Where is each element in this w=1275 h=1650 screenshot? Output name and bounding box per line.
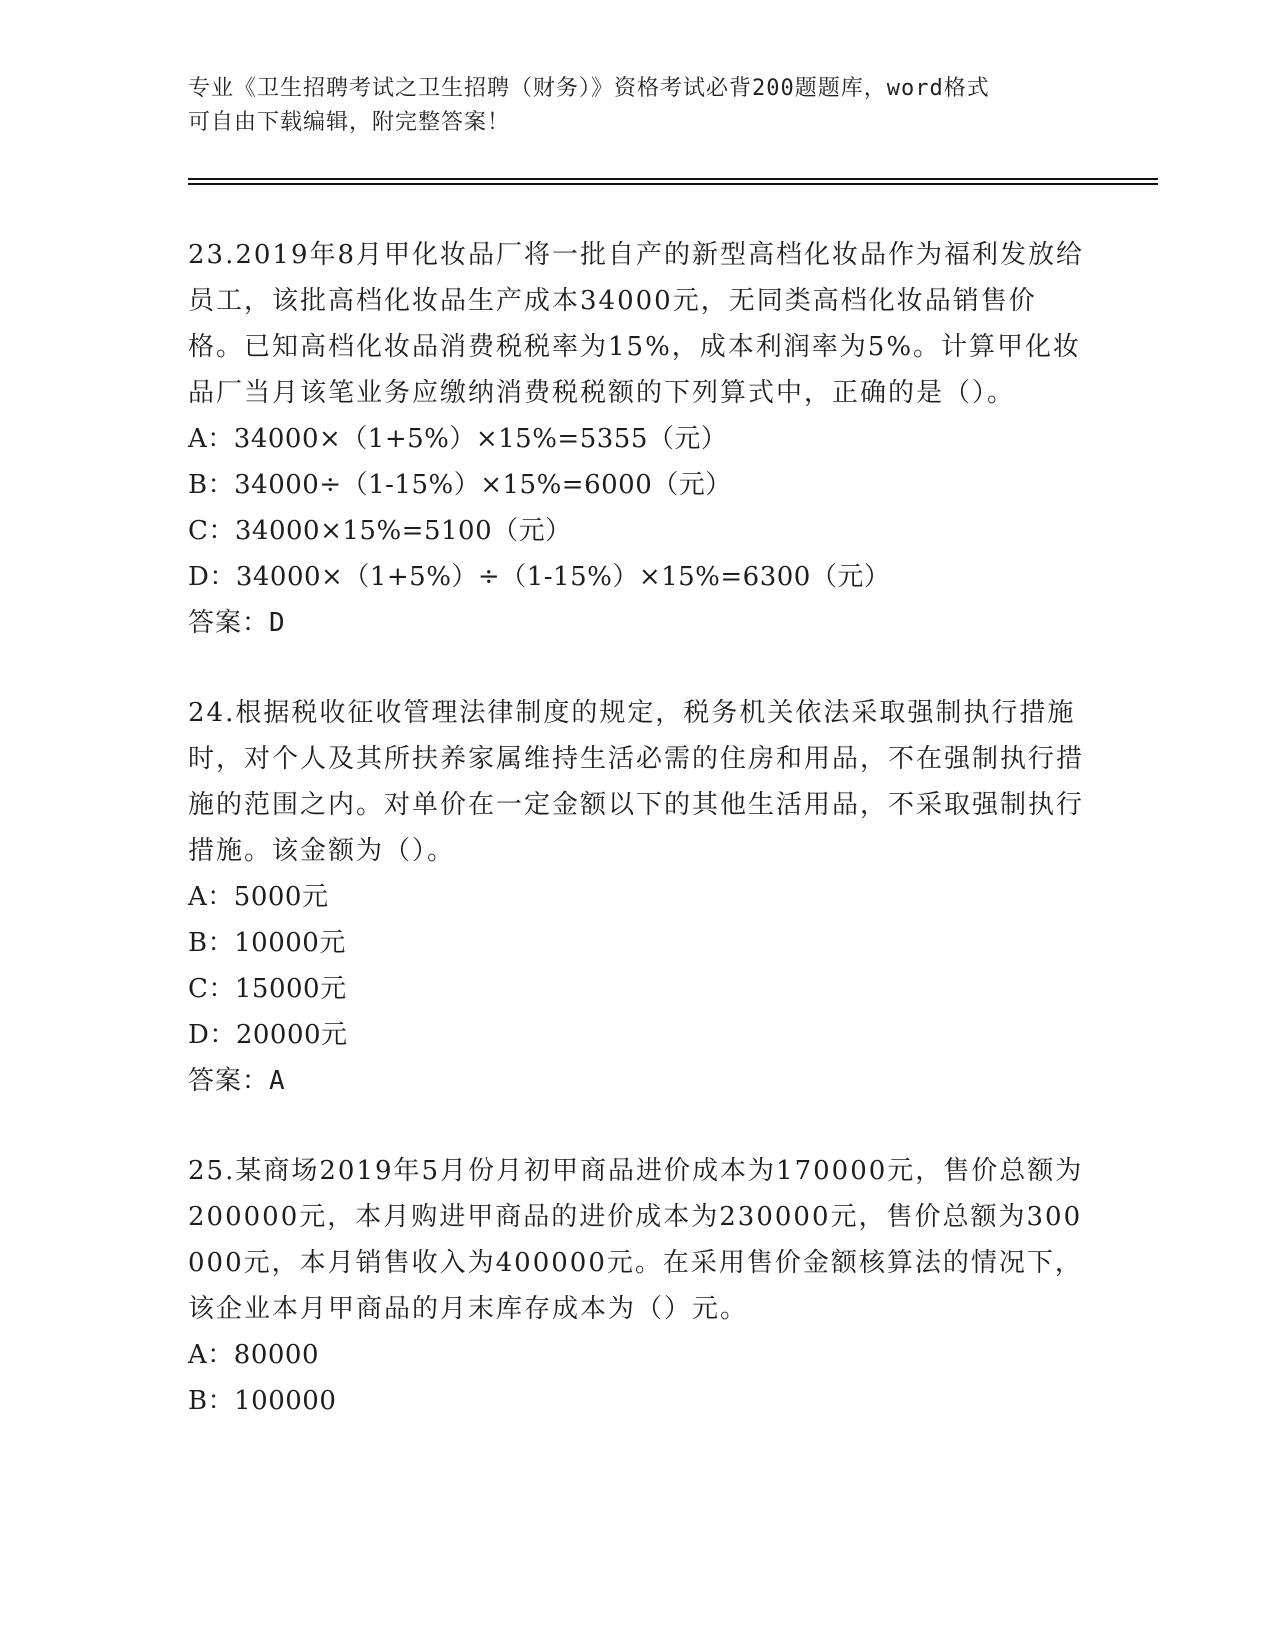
question-text: 23.2019年8月甲化妆品厂将一批自产的新型高档化妆品作为福利发放给员工，该批高档化妆品生产成本34000元，无同类高档化妆品销售价格。已知高档化妆品消费税税率为15%，成本利润率为5%。计算甲化妆品厂当月该笔业务应缴纳消费税税额的下列算式中，正确的是（）。 (188, 240, 1085, 408)
option-c: C：15000元 (188, 974, 347, 1004)
header-line-1: 专业《卫生招聘考试之卫生招聘（财务）》资格考试必背200题题库，word格式 (188, 76, 990, 101)
option-b: B：100000 (188, 1386, 337, 1416)
option-d: D：20000元 (188, 1020, 348, 1050)
option-a: A：80000 (188, 1340, 319, 1370)
option-c: C：34000×15%=5100（元） (188, 516, 572, 546)
option-b: B：10000元 (188, 928, 346, 958)
question-list (188, 232, 1088, 1468)
question-24 (188, 690, 1088, 1104)
header-divider-bottom (188, 183, 1158, 185)
option-b: B：34000÷（1-15%）×15%=6000（元） (188, 470, 732, 500)
question-text: 25.某商场2019年5月份月初甲商品进价成本为170000元，售价总额为200000元，本月购进甲商品的进价成本为230000元，售价总额为300000元，本月销售收入为400000元。在采用售价金额核算法的情况下，该企业本月甲商品的月末库存成本为（）元。 (188, 1156, 1084, 1324)
answer: 答案：D (188, 608, 286, 638)
answer: 答案：A (188, 1066, 286, 1096)
question-25 (188, 1148, 1088, 1424)
question-23 (188, 232, 1088, 646)
document-header (188, 72, 1088, 140)
header-divider-top (188, 178, 1158, 180)
question-text: 24.根据税收征收管理法律制度的规定，税务机关依法采取强制执行措施时，对个人及其所扶养家属维持生活必需的住房和用品，不在强制执行措施的范围之内。对单价在一定金额以下的其他生活用品，不采取强制执行措施。该金额为（）。 (188, 698, 1085, 866)
option-a: A：34000×（1+5%）×15%=5355（元） (188, 424, 728, 454)
option-a: A：5000元 (188, 882, 329, 912)
header-line-2: 可自由下载编辑，附完整答案！ (188, 110, 511, 135)
option-d: D：34000×（1+5%）÷（1-15%）×15%=6300（元） (188, 562, 891, 592)
